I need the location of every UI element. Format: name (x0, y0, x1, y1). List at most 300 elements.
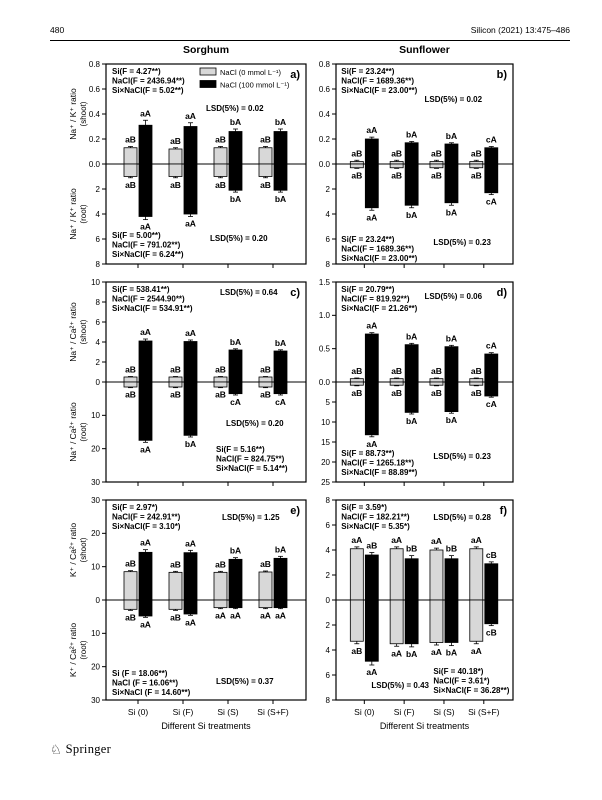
bar-nacl-0 (214, 377, 227, 382)
bar-nacl-0 (169, 377, 182, 382)
sig-letter: aB (215, 364, 226, 375)
bar-nacl-0 (390, 382, 403, 385)
bar-nacl-0 (430, 164, 443, 168)
sig-letter: bA (229, 336, 242, 347)
column-title-sorghum: Sorghum (182, 44, 230, 56)
bar-nacl-0 (390, 600, 403, 644)
bar-nacl-100 (485, 382, 498, 396)
column-title-sunflower: Sunflower (399, 44, 450, 56)
stats-text: NaCl(F = 242.91**) (112, 512, 181, 522)
sig-letter: aB (260, 134, 271, 145)
bar-nacl-100 (184, 342, 197, 383)
bar-nacl-0 (259, 382, 272, 387)
x-axis-title: Different Si treatments (161, 721, 251, 731)
bar-nacl-0 (430, 600, 443, 643)
sig-letter: aB (260, 364, 271, 375)
y-tick-label: 20 (91, 529, 100, 539)
bar-nacl-100 (139, 382, 152, 440)
bar-nacl-100 (365, 600, 378, 661)
bar-nacl-0 (470, 164, 483, 168)
bar-nacl-100 (229, 350, 242, 382)
bar-nacl-100 (229, 132, 242, 165)
y-axis-sublabel: (root) (79, 640, 88, 660)
sig-letter: aA (470, 645, 482, 656)
bar-nacl-100 (405, 164, 418, 205)
bar-nacl-0 (470, 549, 483, 600)
y-tick-label: 0.0 (318, 159, 330, 169)
y-tick-label: 20 (321, 457, 330, 467)
sig-letter: aA (391, 648, 403, 659)
y-tick-label: 10 (321, 417, 330, 427)
sig-letter: cA (230, 397, 241, 407)
stats-text: Si×NaCl(F = 23.00**) (341, 254, 418, 264)
sig-letter: aA (470, 534, 482, 545)
sig-letter: aA (140, 619, 151, 630)
bar-nacl-100 (405, 143, 418, 164)
sig-letter: aA (351, 534, 363, 545)
sig-letter: aB (170, 364, 181, 375)
bar-nacl-0 (430, 379, 443, 382)
x-tick-label: Si (S) (217, 707, 239, 717)
sig-letter: aA (140, 108, 151, 119)
bar-nacl-0 (169, 600, 182, 609)
y-axis-sublabel: (root) (79, 422, 88, 442)
bar-nacl-100 (139, 164, 152, 217)
panel-letter: b) (496, 69, 507, 81)
sig-letter: aA (140, 444, 151, 455)
bar-nacl-100 (445, 382, 458, 412)
sig-letter: aA (260, 610, 271, 621)
legend-swatch (200, 81, 216, 88)
stats-text: NaCl(F = 791.02**) (112, 240, 181, 250)
sig-letter: aB (431, 387, 442, 398)
y-tick-label: 30 (91, 477, 100, 487)
y-tick-label: 0.0 (88, 159, 100, 169)
y-tick-label: 8 (325, 495, 330, 505)
y-axis-sublabel: (root) (79, 204, 88, 224)
y-tick-label: 10 (91, 629, 100, 639)
bar-nacl-100 (485, 164, 498, 193)
bar-nacl-100 (139, 341, 152, 382)
x-tick-label: Si (S) (433, 707, 455, 717)
sig-letter: aA (366, 212, 378, 223)
sig-letter: bA (229, 117, 242, 127)
bar-nacl-0 (169, 382, 182, 387)
sig-letter: aB (170, 135, 181, 146)
footer (50, 742, 111, 757)
sig-letter: aA (366, 438, 378, 449)
bar-nacl-100 (485, 564, 498, 600)
bar-nacl-0 (259, 164, 272, 177)
bar-nacl-0 (350, 164, 363, 168)
y-tick-label: 8 (325, 695, 330, 705)
y-tick-label: 0.4 (318, 109, 330, 119)
stats-text: NaCl(F = 2436.94**) (112, 76, 185, 86)
sig-letter: bA (445, 647, 458, 658)
sig-letter: aA (366, 125, 378, 136)
y-tick-label: 4 (95, 337, 100, 347)
bar-nacl-100 (139, 552, 152, 600)
y-tick-label: 0 (95, 377, 100, 387)
bar-nacl-0 (124, 572, 137, 600)
y-tick-label: 15 (321, 437, 330, 447)
sig-letter: aB (215, 389, 226, 400)
y-tick-label: 8 (95, 297, 100, 307)
y-tick-label: 10 (91, 411, 100, 421)
stats-text: Si×NaCl(F = 5.35*) (341, 522, 410, 532)
bar-nacl-0 (214, 148, 227, 164)
bar-nacl-100 (184, 553, 197, 600)
sig-letter: aB (366, 540, 378, 551)
bar-nacl-100 (405, 559, 418, 600)
bar-nacl-0 (350, 549, 363, 600)
bar-nacl-100 (445, 600, 458, 643)
y-axis-label: Na⁺ / K⁺ ratio (68, 188, 78, 240)
bar-nacl-0 (124, 377, 137, 382)
y-axis-sublabel: (shoot) (79, 537, 88, 563)
sig-letter: aB (125, 134, 136, 145)
bar-nacl-0 (259, 600, 272, 608)
sig-letter: aB (431, 170, 442, 181)
stats-text: Si(F = 5.00**) (112, 231, 161, 240)
bar-nacl-0 (390, 164, 403, 168)
bar-nacl-100 (274, 600, 287, 608)
x-tick-label: Si (F) (393, 707, 415, 717)
stats-text: NaCl(F = 1689.36**) (341, 244, 415, 254)
y-tick-label: 4 (95, 209, 100, 219)
bar-nacl-100 (365, 334, 378, 382)
lsd-text: LSD(5%) = 0.06 (424, 292, 483, 301)
sig-letter: aA (185, 328, 196, 338)
sig-letter: aA (230, 610, 241, 621)
sig-letter: aA (140, 537, 151, 548)
sig-letter: bA (405, 331, 418, 342)
sig-letter: aB (215, 134, 226, 145)
bar-nacl-100 (485, 600, 498, 624)
sig-letter: bA (405, 648, 418, 659)
sig-letter: bA (184, 439, 197, 449)
sig-letter: aB (170, 389, 181, 400)
y-tick-label: 2 (325, 570, 330, 580)
page-number: 480 (50, 25, 65, 35)
bar-nacl-100 (184, 382, 197, 435)
y-tick-label: 1.0 (318, 311, 330, 321)
stats-text: Si(F = 2.97*) (112, 503, 158, 512)
bar-nacl-100 (229, 600, 242, 608)
stats-text: Si×NaCl(F = 5.02**) (112, 86, 184, 96)
y-axis-label: Na⁺ / Ca²⁺ ratio (68, 302, 78, 362)
sig-letter: aB (125, 389, 136, 400)
y-tick-label: 0.4 (88, 109, 100, 119)
bar-nacl-0 (390, 549, 403, 600)
sig-letter: cB (485, 627, 497, 638)
bar-nacl-0 (169, 149, 182, 164)
bar-nacl-0 (124, 164, 137, 177)
stats-text: Si×NaCl(F = 5.14**) (216, 464, 288, 474)
bar-nacl-0 (214, 164, 227, 177)
x-axis-title: Different Si treatments (379, 721, 470, 731)
sig-letter: bA (405, 129, 418, 140)
bar-nacl-100 (445, 144, 458, 164)
sig-letter: bA (405, 416, 418, 426)
y-tick-label: 0.6 (318, 84, 330, 94)
sig-letter: bA (445, 415, 458, 426)
x-tick-label: Si (S+F) (468, 707, 500, 717)
sig-letter: cA (485, 399, 497, 410)
bar-nacl-100 (274, 351, 287, 382)
y-tick-label: 6 (325, 670, 330, 680)
bar-nacl-0 (470, 600, 483, 641)
sig-letter: aA (215, 610, 226, 621)
stats-text: Si(F = 23.24**) (341, 67, 395, 76)
bar-nacl-0 (470, 379, 483, 382)
sig-letter: aB (260, 389, 271, 400)
y-tick-label: 10 (91, 277, 100, 287)
sig-letter: aA (391, 534, 403, 545)
legend-label: NaCl (0 mmol L⁻¹) (220, 68, 282, 77)
y-axis-label: Na⁺ / Ca²⁺ ratio (68, 402, 78, 462)
sig-letter: aB (215, 559, 226, 570)
bar-nacl-100 (274, 558, 287, 600)
stats-text: Si(F = 20.79**) (341, 285, 395, 294)
lsd-text: LSD(5%) = 1.25 (222, 513, 280, 522)
stats-text: Si(F = 3.59*) (341, 503, 387, 512)
bar-nacl-100 (274, 132, 287, 165)
sig-letter: cA (485, 134, 497, 145)
panel-letter: e) (290, 505, 300, 517)
y-tick-label: 2 (325, 184, 330, 194)
bar-nacl-0 (124, 382, 137, 387)
panel-letter: f) (499, 505, 507, 517)
bar-nacl-100 (139, 125, 152, 164)
x-tick-label: Si (S+F) (257, 707, 289, 717)
sig-letter: aB (170, 179, 181, 190)
sig-letter: aB (351, 645, 363, 656)
x-tick-label: Si (0) (127, 707, 149, 717)
x-tick-label: Si (F) (172, 707, 194, 717)
y-tick-label: 4 (325, 645, 330, 655)
sig-letter: aB (170, 559, 181, 570)
y-tick-label: 6 (325, 520, 330, 530)
y-axis-label: K⁺ / Ca²⁺ ratio (68, 622, 78, 678)
bar-nacl-100 (365, 555, 378, 600)
bar-nacl-100 (274, 164, 287, 190)
sig-letter: aB (470, 366, 482, 376)
bar-nacl-0 (350, 382, 363, 385)
y-tick-label: 2 (325, 620, 330, 630)
sig-letter: aB (125, 558, 136, 569)
y-tick-label: 0.8 (318, 59, 330, 69)
sig-letter: aB (470, 170, 482, 181)
sig-letter: aB (351, 170, 363, 181)
y-axis-sublabel: (shoot) (79, 319, 88, 345)
springer-horse-icon: ♘ (50, 742, 62, 757)
sig-letter: aB (391, 366, 403, 376)
stats-text: Si×NaCl(F = 36.28**) (433, 686, 510, 696)
bar-nacl-0 (350, 600, 363, 641)
sig-letter: aB (351, 366, 363, 376)
y-tick-label: 30 (91, 495, 100, 505)
panel-letter: d) (496, 287, 507, 299)
bar-nacl-100 (274, 382, 287, 394)
stats-text: NaCl(F = 1689.36**) (341, 76, 415, 86)
sig-letter: aB (351, 387, 363, 398)
sig-letter: aB (470, 387, 482, 398)
bar-nacl-100 (229, 559, 242, 600)
sig-letter: aA (366, 667, 378, 677)
stats-text: Si×NaCl (F = 14.60**) (112, 688, 191, 698)
y-tick-label: 0.2 (88, 134, 100, 144)
bar-nacl-100 (445, 559, 458, 600)
y-tick-label: 2 (95, 184, 100, 194)
y-axis-label: Na⁺ / K⁺ ratio (68, 88, 78, 140)
y-tick-label: 5 (325, 397, 330, 407)
y-tick-label: 30 (91, 695, 100, 705)
legend-swatch (200, 68, 216, 75)
stats-text: Si×NaCl(F = 534.91**) (112, 304, 193, 314)
sig-letter: bA (274, 544, 287, 555)
lsd-text: LSD(5%) = 0.28 (433, 513, 491, 522)
stats-text: Si(F = 538.41**) (112, 285, 170, 294)
sig-letter: aB (470, 148, 482, 159)
stats-text: Si(F = 23.24**) (341, 235, 395, 244)
sig-letter: cA (275, 397, 286, 407)
sig-letter: aB (391, 387, 403, 398)
lsd-text: LSD(5%) = 0.23 (433, 238, 491, 247)
bar-nacl-100 (365, 164, 378, 208)
sig-letter: aB (431, 366, 442, 376)
sig-letter: bA (445, 130, 458, 141)
bar-nacl-100 (229, 382, 242, 394)
bar-nacl-0 (214, 382, 227, 387)
stats-text: NaCl(F = 2544.90**) (112, 294, 185, 304)
sig-letter: aA (185, 218, 196, 229)
sig-letter: bB (405, 543, 418, 554)
bar-nacl-0 (124, 148, 137, 164)
sig-letter: bA (445, 207, 458, 218)
lsd-text: LSD(5%) = 0.64 (220, 288, 278, 297)
bar-nacl-0 (390, 379, 403, 382)
y-tick-label: 8 (95, 259, 100, 269)
lsd-text: LSD(5%) = 0.02 (424, 95, 483, 104)
y-tick-label: 0.6 (88, 84, 100, 94)
stats-text: NaCl(F = 182.21**) (341, 512, 410, 522)
bar-nacl-100 (485, 148, 498, 164)
sig-letter: aB (125, 612, 136, 623)
bar-nacl-0 (169, 164, 182, 177)
stats-text: NaCl(F = 824.75**) (216, 454, 285, 464)
stats-text: Si×NaCl(F = 88.89**) (341, 468, 418, 478)
sig-letter: aB (170, 612, 181, 623)
y-tick-label: 8 (325, 259, 330, 269)
sig-letter: aA (431, 647, 442, 657)
panel-letter: c) (290, 287, 300, 299)
bar-nacl-100 (445, 347, 458, 382)
y-tick-label: 6 (325, 234, 330, 244)
y-tick-label: 0.0 (318, 377, 330, 387)
journal-reference: Silicon (2021) 13:475–486 (470, 25, 570, 35)
bar-nacl-100 (485, 354, 498, 382)
y-tick-label: 2 (95, 357, 100, 367)
bar-nacl-100 (365, 139, 378, 164)
lsd-text: LSD(5%) = 0.37 (216, 677, 274, 686)
sig-letter: aA (185, 538, 196, 549)
stats-text: Si×NaCl(F = 21.26**) (341, 304, 418, 314)
bar-nacl-0 (259, 148, 272, 164)
bar-nacl-0 (350, 379, 363, 382)
sig-letter: aB (260, 179, 271, 190)
lsd-text: LSD(5%) = 0.02 (206, 104, 264, 113)
sig-letter: aB (125, 179, 136, 190)
bar-nacl-100 (445, 164, 458, 203)
sig-letter: aB (260, 559, 271, 569)
stats-text: NaCl(F = 819.92**) (341, 294, 410, 304)
sig-letter: aA (140, 221, 151, 232)
y-tick-label: 0 (325, 595, 330, 605)
y-axis-label: K⁺ / Ca²⁺ ratio (68, 522, 78, 578)
y-tick-label: 0.5 (318, 344, 330, 354)
bar-nacl-100 (184, 600, 197, 614)
stats-text: NaCl (F = 16.06**) (112, 678, 179, 688)
y-axis-sublabel: (shoot) (79, 101, 88, 127)
sig-letter: aA (366, 320, 378, 331)
stats-text: Si×NaCl(F = 6.24**) (112, 250, 184, 260)
y-tick-label: 6 (95, 234, 100, 244)
sig-letter: bB (445, 543, 458, 554)
sig-letter: bA (229, 545, 242, 556)
y-tick-label: 25 (321, 477, 330, 487)
y-tick-label: 6 (95, 317, 100, 327)
sig-letter: aA (185, 617, 196, 628)
stats-text: NaCl(F = 1265.18**) (341, 458, 415, 468)
bar-nacl-0 (214, 572, 227, 600)
bar-nacl-100 (405, 382, 418, 412)
sig-letter: bA (274, 117, 287, 127)
sig-letter: aA (275, 610, 286, 621)
x-tick-label: Si (0) (354, 707, 375, 717)
sig-letter: bA (274, 337, 287, 348)
stats-text: Si(F = 5.16**) (216, 445, 265, 454)
stats-text: Si(F = 4.27**) (112, 67, 161, 76)
sig-letter: aA (431, 536, 442, 547)
panel-letter: a) (290, 69, 300, 81)
bar-nacl-0 (259, 572, 272, 600)
lsd-text: LSD(5%) = 0.20 (226, 419, 284, 428)
stats-text: Si(F = 88.73**) (341, 449, 395, 458)
sig-letter: aB (215, 179, 226, 190)
y-tick-label: 1.5 (318, 277, 330, 287)
y-tick-label: 4 (325, 209, 330, 219)
bar-nacl-0 (259, 377, 272, 382)
lsd-text: LSD(5%) = 0.43 (371, 681, 429, 690)
bar-nacl-100 (139, 600, 152, 616)
sig-letter: aB (431, 148, 442, 159)
stats-text: Si×NaCl(F = 23.00**) (341, 86, 418, 96)
bar-nacl-100 (365, 382, 378, 435)
legend-label: NaCl (100 mmol L⁻¹) (220, 80, 290, 90)
bar-nacl-0 (430, 382, 443, 385)
y-tick-label: 0.8 (88, 59, 100, 69)
y-tick-label: 20 (91, 662, 100, 672)
y-tick-label: 20 (91, 444, 100, 454)
bar-nacl-100 (184, 164, 197, 214)
bar-nacl-100 (184, 127, 197, 165)
stats-text: Si×NaCl(F = 3.10*) (112, 522, 181, 532)
y-tick-label: 0 (95, 595, 100, 605)
bar-nacl-0 (430, 550, 443, 600)
stats-text: NaCl(F = 3.61*) (433, 676, 490, 686)
sig-letter: aB (125, 364, 136, 375)
